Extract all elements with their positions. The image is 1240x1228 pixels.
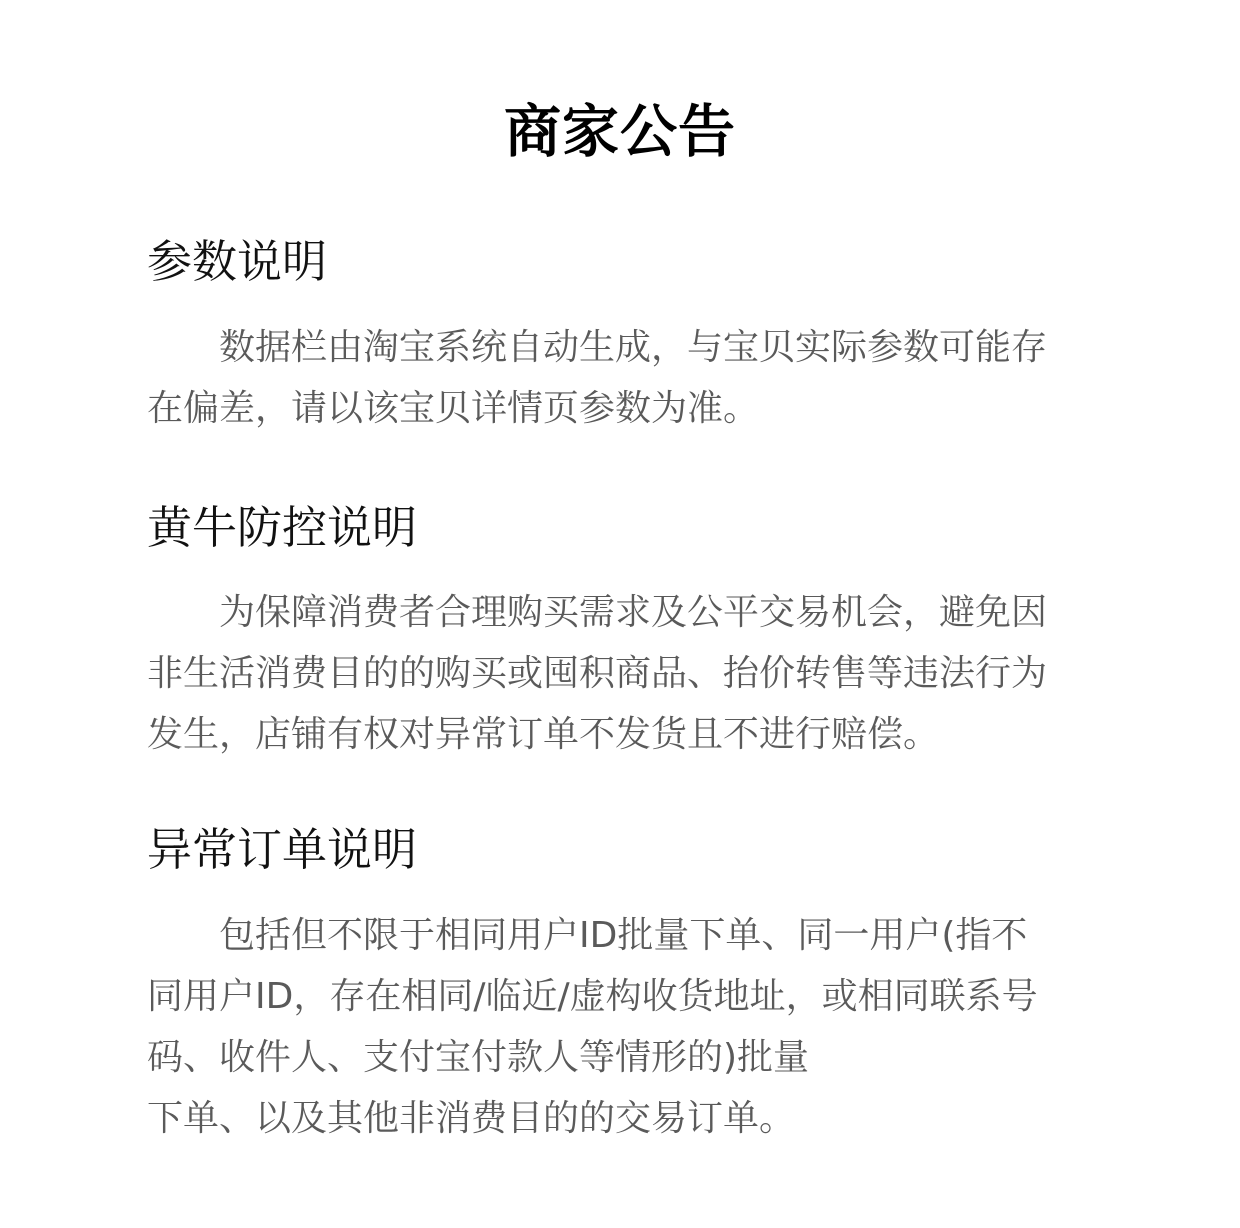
body-line: 为保障消费者合理购买需求及公平交易机会，避免因 xyxy=(219,592,1048,633)
page-title: 商家公告 xyxy=(504,99,736,165)
body-line: 下单、以及其他非消费目的的交易订单。 xyxy=(147,1098,796,1139)
section-body xyxy=(147,582,1157,765)
section-heading: 参数说明 xyxy=(147,235,328,288)
body-line: 在偏差，请以该宝贝详情页参数为准。 xyxy=(147,388,760,429)
section-abnormal-orders xyxy=(147,820,1157,1149)
body-line: 包括但不限于相同用户ID批量下单、同一用户(指不 xyxy=(219,915,1028,956)
body-line: 数据栏由淘宝系统自动生成，与宝贝实际参数可能存 xyxy=(219,327,1048,368)
body-line: 发生，店铺有权对异常订单不发货且不进行赔偿。 xyxy=(147,714,940,755)
body-line: 同用户ID，存在相同/临近/虚构收货地址，或相同联系号 xyxy=(147,976,1038,1017)
body-line: 码、收件人、支付宝付款人等情形的)批量 xyxy=(147,1037,810,1078)
section-scalper-control xyxy=(147,498,1157,765)
section-heading: 异常订单说明 xyxy=(147,823,418,876)
section-body xyxy=(147,317,1157,439)
section-heading: 黄牛防控说明 xyxy=(147,501,418,554)
section-parameters xyxy=(147,232,1157,439)
body-line: 非生活消费目的的购买或囤积商品、抬价转售等违法行为 xyxy=(147,653,1048,694)
section-body xyxy=(147,905,1157,1149)
